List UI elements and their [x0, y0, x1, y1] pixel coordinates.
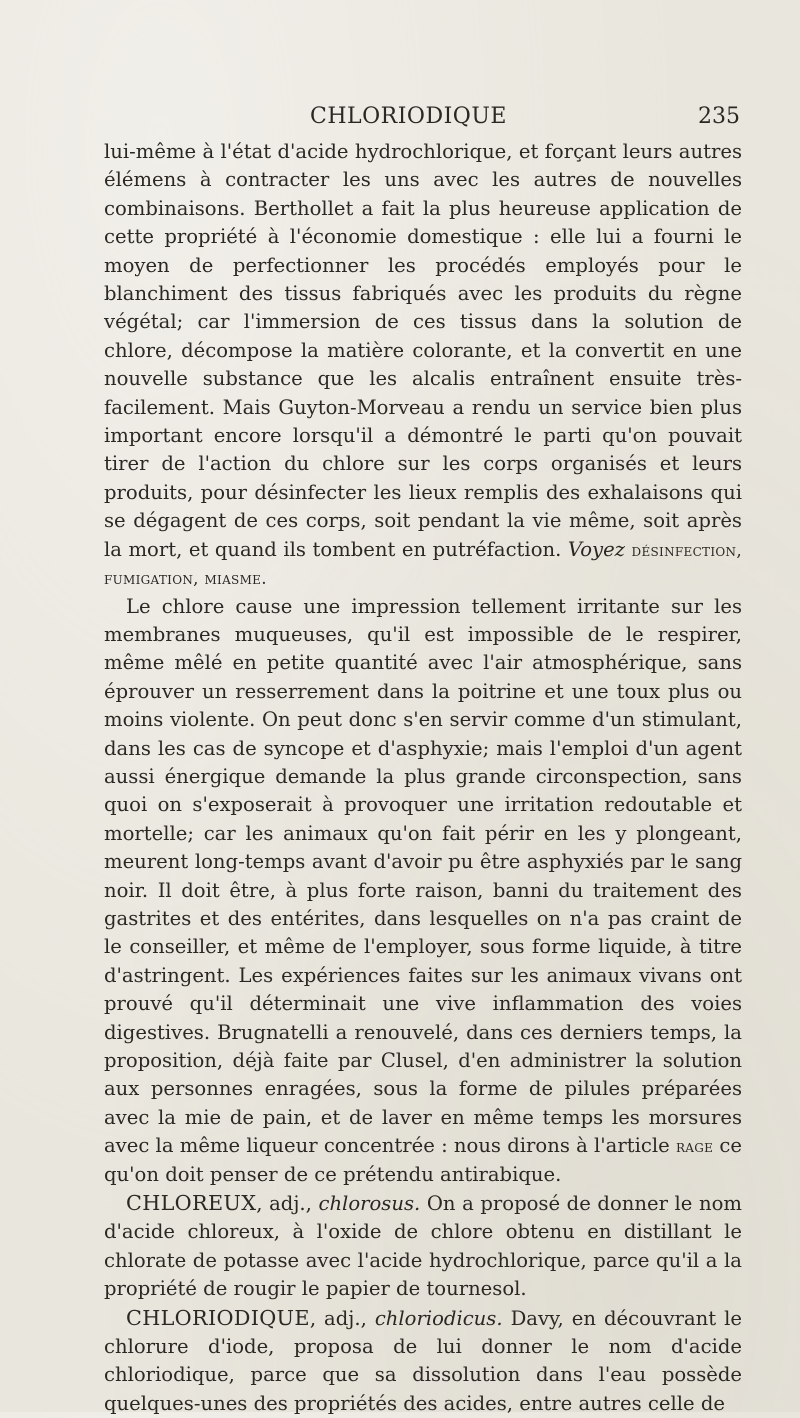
- entry-chloriodique: [104, 1304, 742, 1418]
- latin-term: chlorosus.: [318, 1192, 421, 1216]
- text-run: Le chlore cause une impression tellement irritante sur les membranes muqueuses, qu'il est impossible de le respirer, même mêlé en petite quantité avec l'air atmosphérique, sans éprouver un resserrement dans la poitrine et une toux plus ou moins violente. On peut donc s'en servir comme d'un stimulant, dans les cas de syncope et d'asphyxie; mais l'emploi d'un agent aussi énergique demande la plus grande circonspection, sans quoi on s'exposerait à provoquer une irritation redoutable et mortelle; car les animaux qu'on fait périr en les y plongeant, meurent long-temps avant d'avoir pu être asphyxiés par le sang noir. Il doit être, à plus forte raison, banni du traitement des gastrites et des entérites, dans lesquelles on n'a pas craint de le conseiller, et même de l'employer, sous forme liquide, à titre d'astringent. Les expériences faites sur les animaux vivans ont prouvé qu'il déterminait une vive inflammation des voies digestives. Brugnatelli a renouvelé, dans ces derniers temps, la proposition, déjà faite par Clusel, d'en administrer la solution aux personnes enragées, sous la forme de pilules préparées avec la mie de pain, et de laver en même temps les morsures avec la même liqueur concentrée : nous dirons à l'article: [104, 594, 742, 1158]
- page-header: [104, 104, 744, 136]
- running-head: CHLORIODIQUE: [310, 104, 507, 129]
- text-run: lui-même à l'état d'acide hydrochlorique, et forçant leurs autres élémens à contracter les uns avec les autres de nouvelles combinaisons. Berthollet a fait la plus heureuse application de cette propriété à l'économie domestique : elle lui a fourni le moyen de perfectionner les procédés employés pour le blanchiment des tissus fabriqués avec les produits du règne végétal; car l'immersion de ces tissus dans la solution de chlore, décompose la matière colorante, et la convertit en une nouvelle substance que les alcalis entraînent ensuite très-facilement. Mais Guyton-Morveau a rendu un service bien plus important encore lorsqu'il a démontré le parti qu'on pouvait tirer de l'action du chlore sur les corps organisés et leurs produits, pour désinfecter les lieux remplis des exhalaisons qui se dégagent de ces corps, soit pendant la vie même, soit après la mort, et quand ils tombent en putréfaction.: [104, 140, 742, 561]
- text-run: Davy, en découvrant le chlorure d'iode, proposa de lui donner le nom d'acide chloriodique, parce que sa dissolution dans l'eau possède quelques-unes des propriétés des acides, entre autres celle de: [104, 1306, 742, 1415]
- latin-term: chloriodicus.: [374, 1306, 503, 1330]
- text-run: On a proposé de donner le nom d'acide chloreux, à l'oxide de chlore obtenu en distillant le chlorate de potasse avec l'acide hydrochlorique, parce qu'il a la propriété de rougir le papier de tournesol.: [104, 1192, 742, 1301]
- page-number: 235: [698, 104, 740, 129]
- text-run: , adj.,: [309, 1306, 375, 1330]
- paragraph-chlore-effects: [104, 593, 742, 1190]
- text-run: ce qu'on doit penser de ce prétendu antirabique.: [104, 1134, 742, 1186]
- entry-headword: CHLOREUX: [126, 1191, 257, 1216]
- cross-reference-terms: désinfection, fumigation, miasme.: [104, 539, 742, 589]
- body-text: [104, 138, 742, 1418]
- entry-headword: CHLORIODIQUE: [126, 1305, 310, 1330]
- cross-reference-rage: rage: [675, 1136, 714, 1157]
- cross-reference-voyez: Voyez: [567, 537, 626, 561]
- paragraph-continuation: [104, 138, 742, 593]
- text-run: , adj.,: [256, 1192, 319, 1216]
- entry-chloreux: [104, 1189, 742, 1304]
